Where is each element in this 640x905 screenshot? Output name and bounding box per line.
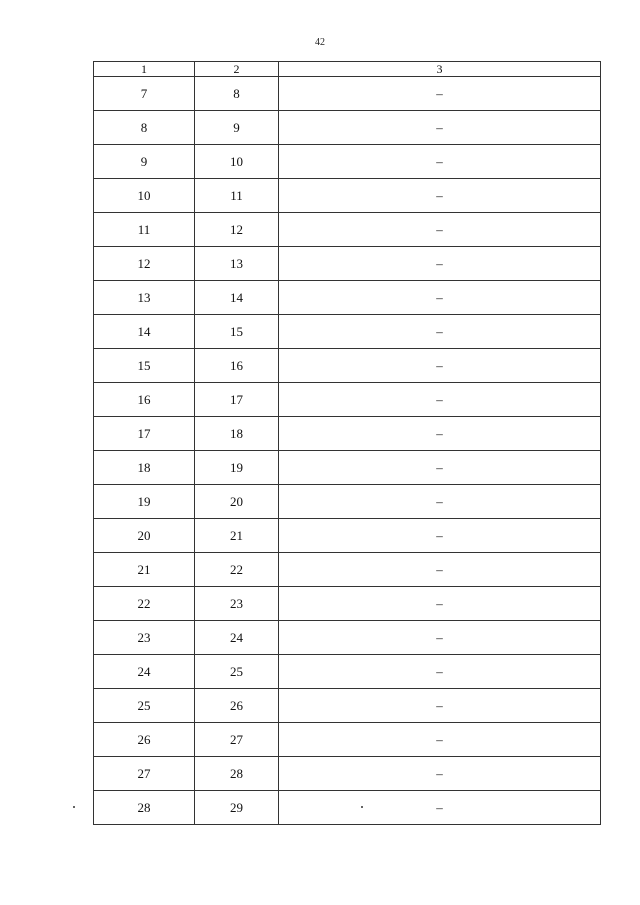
table-cell: – bbox=[279, 451, 601, 485]
table-cell: 20 bbox=[195, 485, 279, 519]
table-cell: – bbox=[279, 757, 601, 791]
table-cell: 27 bbox=[94, 757, 195, 791]
table-cell: 21 bbox=[94, 553, 195, 587]
table-row bbox=[94, 621, 601, 655]
table-cell: – bbox=[279, 553, 601, 587]
table-cell: – bbox=[279, 689, 601, 723]
table-row bbox=[94, 247, 601, 281]
table-cell: 14 bbox=[195, 281, 279, 315]
table-cell: – bbox=[279, 213, 601, 247]
table-row bbox=[94, 417, 601, 451]
table-cell: 18 bbox=[94, 451, 195, 485]
table-cell: 15 bbox=[94, 349, 195, 383]
column-header: 3 bbox=[279, 62, 601, 77]
table-cell: 19 bbox=[195, 451, 279, 485]
table-cell: 11 bbox=[195, 179, 279, 213]
table-cell: 26 bbox=[94, 723, 195, 757]
table-cell: – bbox=[279, 111, 601, 145]
table-cell: 12 bbox=[195, 213, 279, 247]
table-cell: 19 bbox=[94, 485, 195, 519]
table-row bbox=[94, 791, 601, 825]
table-cell: 21 bbox=[195, 519, 279, 553]
table-cell: 25 bbox=[195, 655, 279, 689]
table-cell: 22 bbox=[94, 587, 195, 621]
table-cell: – bbox=[279, 485, 601, 519]
table-cell: 7 bbox=[94, 77, 195, 111]
table-cell: 25 bbox=[94, 689, 195, 723]
table-cell: 14 bbox=[94, 315, 195, 349]
data-table bbox=[93, 61, 601, 825]
table-row bbox=[94, 451, 601, 485]
table-cell: 15 bbox=[195, 315, 279, 349]
table-cell: 13 bbox=[195, 247, 279, 281]
table-row bbox=[94, 111, 601, 145]
table-cell: 26 bbox=[195, 689, 279, 723]
table-cell: 9 bbox=[195, 111, 279, 145]
table-cell: 29 bbox=[195, 791, 279, 825]
table-cell: 16 bbox=[195, 349, 279, 383]
table-cell: 20 bbox=[94, 519, 195, 553]
table-cell: 28 bbox=[195, 757, 279, 791]
table-cell: – bbox=[279, 349, 601, 383]
table-row bbox=[94, 757, 601, 791]
table-cell: – bbox=[279, 519, 601, 553]
table-cell: 22 bbox=[195, 553, 279, 587]
table-row bbox=[94, 315, 601, 349]
table-row bbox=[94, 485, 601, 519]
table-cell: 23 bbox=[195, 587, 279, 621]
table-cell: 16 bbox=[94, 383, 195, 417]
table-row bbox=[94, 179, 601, 213]
table-row bbox=[94, 553, 601, 587]
table-cell: 10 bbox=[94, 179, 195, 213]
table-cell: – bbox=[279, 179, 601, 213]
table-cell: 13 bbox=[94, 281, 195, 315]
table-cell: – bbox=[279, 621, 601, 655]
table-row bbox=[94, 723, 601, 757]
table-row bbox=[94, 349, 601, 383]
page-number: 42 bbox=[315, 37, 325, 48]
table-row bbox=[94, 145, 601, 179]
table-cell: – bbox=[279, 655, 601, 689]
scan-speck bbox=[361, 806, 363, 808]
table-cell: – bbox=[279, 417, 601, 451]
table-cell: 8 bbox=[94, 111, 195, 145]
table-header-row bbox=[94, 62, 601, 77]
table-row bbox=[94, 689, 601, 723]
table-row bbox=[94, 77, 601, 111]
table-cell: – bbox=[279, 791, 601, 825]
table-cell: – bbox=[279, 587, 601, 621]
table-row bbox=[94, 213, 601, 247]
table-cell: 27 bbox=[195, 723, 279, 757]
table-row bbox=[94, 383, 601, 417]
table-cell: – bbox=[279, 315, 601, 349]
table-cell: 17 bbox=[195, 383, 279, 417]
scan-speck bbox=[73, 806, 75, 808]
table-cell: 24 bbox=[195, 621, 279, 655]
table-cell: 9 bbox=[94, 145, 195, 179]
table-cell: 11 bbox=[94, 213, 195, 247]
table-cell: – bbox=[279, 281, 601, 315]
table-cell: – bbox=[279, 145, 601, 179]
table-cell: – bbox=[279, 247, 601, 281]
table-cell: 23 bbox=[94, 621, 195, 655]
table-row bbox=[94, 587, 601, 621]
column-header: 2 bbox=[195, 62, 279, 77]
table-cell: 28 bbox=[94, 791, 195, 825]
table-cell: – bbox=[279, 77, 601, 111]
table-body bbox=[94, 77, 601, 825]
table-cell: 8 bbox=[195, 77, 279, 111]
table-cell: 17 bbox=[94, 417, 195, 451]
table-cell: 12 bbox=[94, 247, 195, 281]
table-cell: – bbox=[279, 723, 601, 757]
table-row bbox=[94, 655, 601, 689]
table-row bbox=[94, 281, 601, 315]
table-row bbox=[94, 519, 601, 553]
table-cell: 24 bbox=[94, 655, 195, 689]
table-cell: – bbox=[279, 383, 601, 417]
table-cell: 10 bbox=[195, 145, 279, 179]
table-cell: 18 bbox=[195, 417, 279, 451]
column-header: 1 bbox=[94, 62, 195, 77]
